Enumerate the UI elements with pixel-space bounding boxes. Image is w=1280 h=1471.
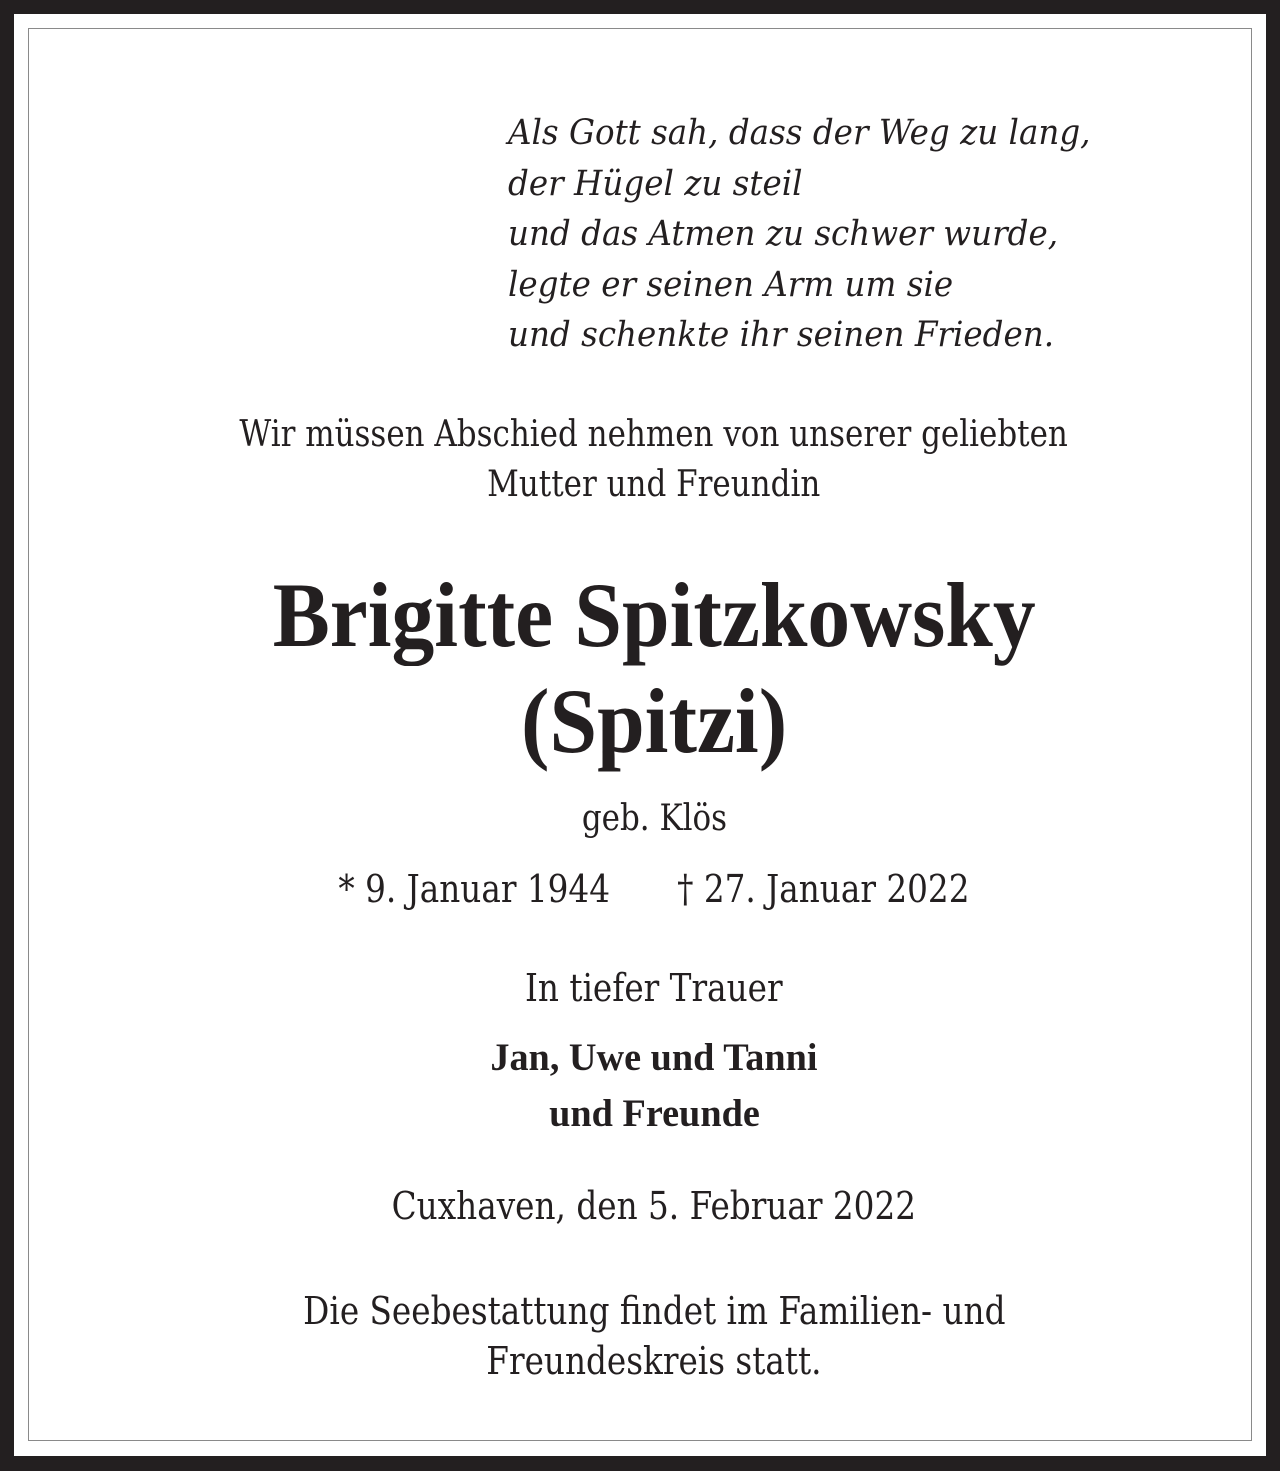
burial-note xyxy=(14,1286,1280,1386)
life-dates xyxy=(14,867,1280,911)
intro-line: Mutter und Freundin xyxy=(487,464,821,505)
maiden-name xyxy=(14,799,1280,839)
mourners-line: und Freunde xyxy=(548,1092,760,1135)
deceased-nickname: (Spitzi) xyxy=(520,670,788,772)
mourners xyxy=(14,1030,1280,1142)
maiden-name-text: geb. Klös xyxy=(581,798,727,839)
burial-note-line: Freundeskreis statt. xyxy=(486,1339,822,1383)
poem xyxy=(508,108,1091,361)
deceased-name: Brigitte Spitzkowsky xyxy=(272,564,1036,666)
poem-line: und schenkte ihr seinen Frieden. xyxy=(508,315,1055,355)
place-date-text: Cuxhaven, den 5. Februar 2022 xyxy=(391,1184,917,1228)
poem-line: Als Gott sah, dass der Weg zu lang, xyxy=(508,113,1091,153)
birth-date: * 9. Januar 1944 xyxy=(338,867,611,911)
poem-line: legte er seinen Arm um sie xyxy=(508,264,954,305)
mourning-intro-text: In tiefer Trauer xyxy=(525,966,783,1010)
mourners-line: Jan, Uwe und Tanni xyxy=(490,1036,818,1079)
mourning-intro xyxy=(14,966,1280,1010)
burial-note-line: Die Seebestattung findet im Familien- und xyxy=(302,1289,1006,1333)
intro-line: Wir müssen Abschied nehmen von unserer geliebten xyxy=(239,414,1069,455)
deceased-name-block xyxy=(14,562,1280,774)
death-date: † 27. Januar 2022 xyxy=(677,867,970,911)
place-date xyxy=(14,1184,1280,1228)
poem-line: der Hügel zu steil xyxy=(508,163,803,204)
intro-text xyxy=(14,410,1280,510)
poem-line: und das Atmen zu schwer wurde, xyxy=(508,214,1059,254)
